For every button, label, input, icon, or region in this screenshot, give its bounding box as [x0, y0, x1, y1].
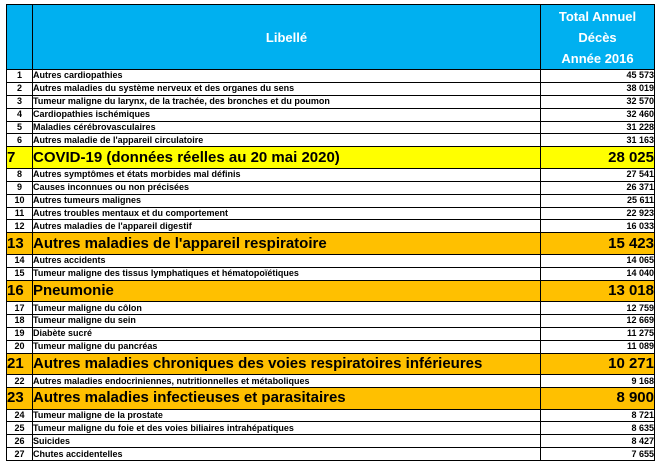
value-cell: 45 573: [541, 70, 655, 83]
header-value-line: Année 2016: [561, 50, 634, 66]
value-cell: 9 168: [541, 375, 655, 388]
table-row: [7, 233, 655, 255]
table-row: [7, 147, 655, 169]
table-row: [7, 254, 655, 267]
table-body: [7, 70, 655, 461]
table-row: [7, 280, 655, 302]
label-cell: Autres maladies du système nerveux et des organes du sens: [33, 82, 541, 95]
header-value-line: Total Annuel: [558, 8, 637, 24]
label-cell: Tumeur maligne du foie et des voies biliaires intrahépatiques: [33, 422, 541, 435]
table-row: [7, 314, 655, 327]
value-cell: 15 423: [541, 233, 655, 255]
rank-cell: 11: [7, 207, 33, 220]
rank-cell: 24: [7, 409, 33, 422]
value-cell: 12 759: [541, 302, 655, 315]
rank-cell: 10: [7, 194, 33, 207]
table-row: [7, 207, 655, 220]
rank-cell: 5: [7, 121, 33, 134]
label-cell: Autres maladies chroniques des voies respiratoires inférieures: [33, 353, 541, 375]
label-cell: Autres symptômes et états morbides mal définis: [33, 168, 541, 181]
rank-cell: 23: [7, 388, 33, 410]
rank-cell: 2: [7, 82, 33, 95]
header-rank: [7, 5, 33, 70]
table-row: [7, 448, 655, 461]
label-cell: Autres maladies de l'appareil respiratoire: [33, 233, 541, 255]
label-cell: Autres cardiopathies: [33, 70, 541, 83]
value-cell: 28 025: [541, 147, 655, 169]
label-cell: Pneumonie: [33, 280, 541, 302]
rank-cell: 4: [7, 108, 33, 121]
label-cell: Autres accidents: [33, 254, 541, 267]
value-cell: 32 570: [541, 95, 655, 108]
value-cell: 38 019: [541, 82, 655, 95]
header-label: Libellé: [33, 5, 541, 70]
value-cell: 27 541: [541, 168, 655, 181]
value-cell: 8 427: [541, 435, 655, 448]
label-cell: Autres troubles mentaux et du comportement: [33, 207, 541, 220]
rank-cell: 18: [7, 314, 33, 327]
rank-cell: 19: [7, 327, 33, 340]
label-cell: Tumeur maligne du larynx, de la trachée, des bronches et du poumon: [33, 95, 541, 108]
value-cell: 14 065: [541, 254, 655, 267]
value-cell: 12 669: [541, 314, 655, 327]
rank-cell: 25: [7, 422, 33, 435]
label-cell: Cardiopathies ischémiques: [33, 108, 541, 121]
rank-cell: 14: [7, 254, 33, 267]
table-row: [7, 121, 655, 134]
header-value-line: Décès: [578, 29, 617, 45]
value-cell: 26 371: [541, 181, 655, 194]
rank-cell: 21: [7, 353, 33, 375]
value-cell: 11 089: [541, 340, 655, 353]
label-cell: Autres maladies de l'appareil digestif: [33, 220, 541, 233]
value-cell: 31 228: [541, 121, 655, 134]
table-row: [7, 134, 655, 147]
table-row: [7, 375, 655, 388]
value-cell: 13 018: [541, 280, 655, 302]
label-cell: Suicides: [33, 435, 541, 448]
label-cell: Autres maladies endocriniennes, nutritionnelles et métaboliques: [33, 375, 541, 388]
rank-cell: 27: [7, 448, 33, 461]
rank-cell: 26: [7, 435, 33, 448]
table-row: [7, 82, 655, 95]
table-row: [7, 95, 655, 108]
value-cell: 8 635: [541, 422, 655, 435]
value-cell: 11 275: [541, 327, 655, 340]
rank-cell: 12: [7, 220, 33, 233]
rank-cell: 8: [7, 168, 33, 181]
value-cell: 10 271: [541, 353, 655, 375]
label-cell: Causes inconnues ou non précisées: [33, 181, 541, 194]
table-row: [7, 302, 655, 315]
header-value: [541, 5, 655, 70]
rank-cell: 13: [7, 233, 33, 255]
label-cell: Autres maladie de l'appareil circulatoire: [33, 134, 541, 147]
table-row: [7, 340, 655, 353]
label-cell: Tumeur maligne du pancréas: [33, 340, 541, 353]
rank-cell: 3: [7, 95, 33, 108]
label-cell: Diabète sucré: [33, 327, 541, 340]
rank-cell: 1: [7, 70, 33, 83]
table-row: [7, 422, 655, 435]
label-cell: Tumeur maligne du côlon: [33, 302, 541, 315]
value-cell: 14 040: [541, 267, 655, 280]
table-row: [7, 267, 655, 280]
value-cell: 22 923: [541, 207, 655, 220]
rank-cell: 7: [7, 147, 33, 169]
deaths-table: [6, 4, 655, 461]
table-row: [7, 388, 655, 410]
table-row: [7, 194, 655, 207]
rank-cell: 20: [7, 340, 33, 353]
rank-cell: 6: [7, 134, 33, 147]
rank-cell: 16: [7, 280, 33, 302]
table-row: [7, 70, 655, 83]
table-row: [7, 220, 655, 233]
rank-cell: 15: [7, 267, 33, 280]
value-cell: 7 655: [541, 448, 655, 461]
value-cell: 8 900: [541, 388, 655, 410]
table-row: [7, 168, 655, 181]
header-row: [7, 5, 655, 70]
value-cell: 31 163: [541, 134, 655, 147]
label-cell: COVID-19 (données réelles au 20 mai 2020): [33, 147, 541, 169]
label-cell: Tumeur maligne de la prostate: [33, 409, 541, 422]
value-cell: 16 033: [541, 220, 655, 233]
table-row: [7, 435, 655, 448]
value-cell: 25 611: [541, 194, 655, 207]
table-row: [7, 181, 655, 194]
label-cell: Autres maladies infectieuses et parasitaires: [33, 388, 541, 410]
label-cell: Maladies cérébrovasculaires: [33, 121, 541, 134]
rank-cell: 17: [7, 302, 33, 315]
label-cell: Tumeur maligne des tissus lymphatiques et hématopoïétiques: [33, 267, 541, 280]
value-cell: 32 460: [541, 108, 655, 121]
table-row: [7, 108, 655, 121]
label-cell: Tumeur maligne du sein: [33, 314, 541, 327]
table-row: [7, 353, 655, 375]
label-cell: Chutes accidentelles: [33, 448, 541, 461]
value-cell: 8 721: [541, 409, 655, 422]
rank-cell: 22: [7, 375, 33, 388]
rank-cell: 9: [7, 181, 33, 194]
table-row: [7, 327, 655, 340]
label-cell: Autres tumeurs malignes: [33, 194, 541, 207]
table-row: [7, 409, 655, 422]
